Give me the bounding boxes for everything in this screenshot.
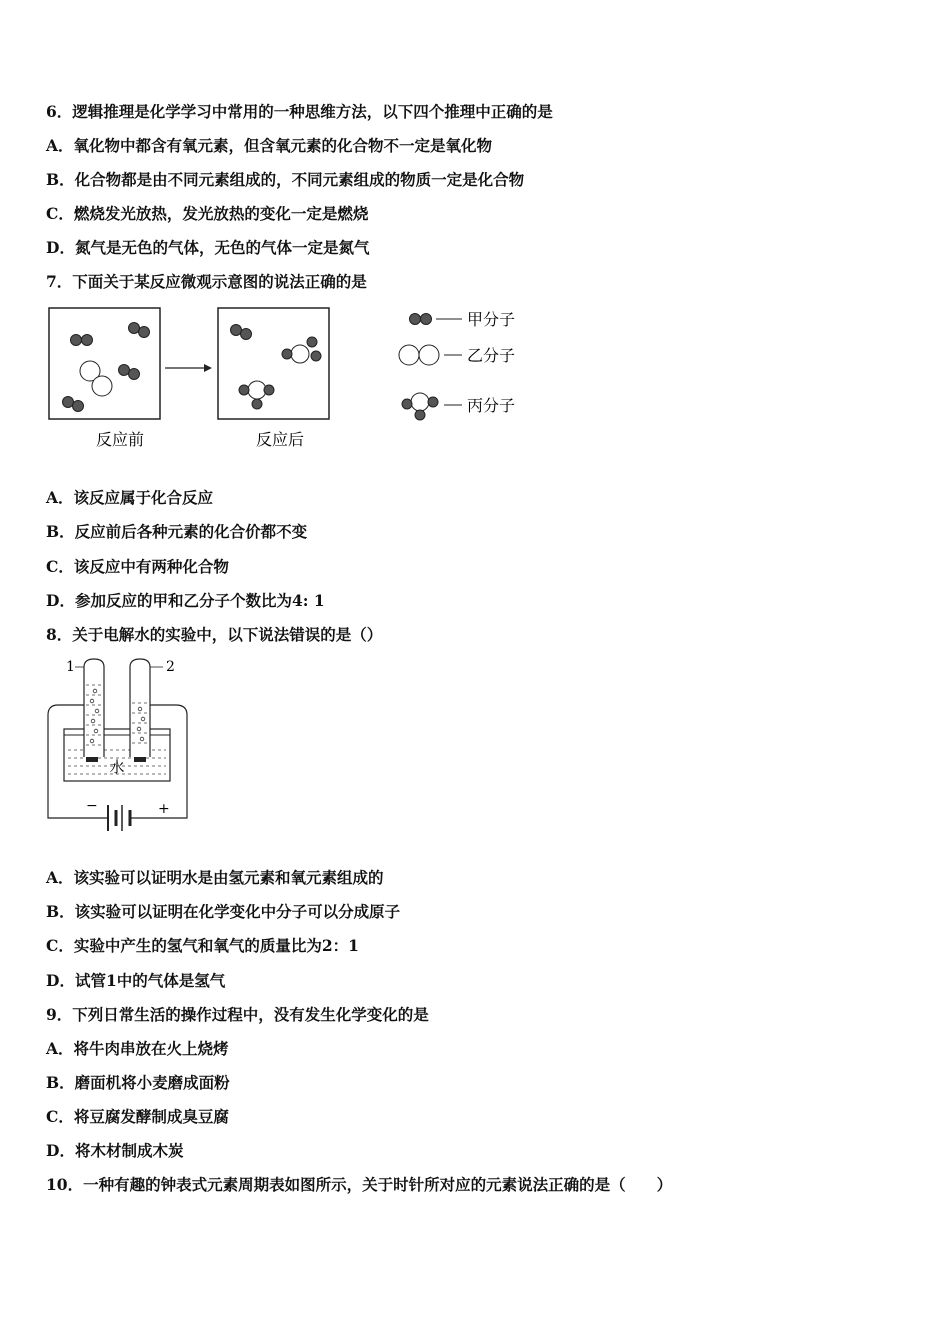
- q8-option-a: A．该实验可以证明水是由氢元素和氧元素组成的: [46, 868, 384, 887]
- q9-option-d: D．将木材制成木炭: [46, 1141, 184, 1160]
- q6-option-c: C．燃烧发光放热，发光放热的变化一定是燃烧: [46, 204, 369, 223]
- q9-stem: 9．下列日常生活的操作过程中，没有发生化学变化的是: [46, 1005, 429, 1024]
- legend-jia-label: 甲分子: [467, 310, 516, 329]
- test-tube-1: [84, 659, 104, 757]
- q7-option-b: B．反应前后各种元素的化合价都不变: [46, 522, 308, 541]
- q7-reaction-figure: [40, 300, 540, 460]
- tube-2-label: 2: [166, 659, 175, 675]
- q7-option-c: C．该反应中有两种化合物: [46, 557, 229, 576]
- q8-electrolysis-figure: [42, 655, 202, 840]
- q8-stem: 8．关于电解水的实验中，以下说法错误的是（）: [46, 625, 383, 644]
- q7-option-a: A．该反应属于化合反应: [46, 488, 214, 507]
- tube-1-label: 1: [66, 659, 75, 675]
- q8-option-b: B．该实验可以证明在化学变化中分子可以分成原子: [46, 902, 401, 921]
- q10-stem: 10．一种有趣的钟表式元素周期表如图所示，关于时针所对应的元素说法正确的是（ ）: [46, 1175, 673, 1194]
- legend-yi-label: 乙分子: [467, 346, 516, 365]
- neg-terminal: −: [86, 798, 98, 814]
- after-box: [218, 308, 329, 419]
- q6-stem: 6．逻辑推理是化学学习中常用的一种思维方法，以下四个推理中正确的是: [46, 102, 553, 121]
- before-box: [49, 308, 160, 419]
- legend-yi: [399, 345, 515, 365]
- legend-bing: [402, 393, 515, 420]
- q6-option-b: B．化合物都是由不同元素组成的，不同元素组成的物质一定是化合物: [46, 170, 525, 189]
- q7-option-d: D．参加反应的甲和乙分子个数比为4: 1: [46, 591, 325, 610]
- q8-option-c: C．实验中产生的氢气和氧气的质量比为2：1: [46, 936, 359, 955]
- q8-option-d: D．试管1中的气体是氢气: [46, 971, 226, 990]
- before-label: 反应前: [95, 430, 145, 449]
- q9-option-a: A．将牛肉串放在火上烧烤: [46, 1039, 229, 1058]
- q9-option-b: B．磨面机将小麦磨成面粉: [46, 1073, 230, 1092]
- q6-option-a: A．氧化物中都含有氧元素，但含氧元素的化合物不一定是氧化物: [46, 136, 493, 155]
- after-label: 反应后: [255, 430, 305, 449]
- q6-option-d: D．氮气是无色的气体，无色的气体一定是氮气: [46, 238, 370, 257]
- water-label: 水: [109, 758, 125, 776]
- q7-stem: 7．下面关于某反应微观示意图的说法正确的是: [46, 272, 367, 291]
- pos-terminal: +: [158, 801, 170, 817]
- test-tube-2: [130, 659, 150, 757]
- legend-jia: [410, 310, 516, 329]
- q9-option-c: C．将豆腐发酵制成臭豆腐: [46, 1107, 229, 1126]
- legend-bing-label: 丙分子: [467, 396, 516, 415]
